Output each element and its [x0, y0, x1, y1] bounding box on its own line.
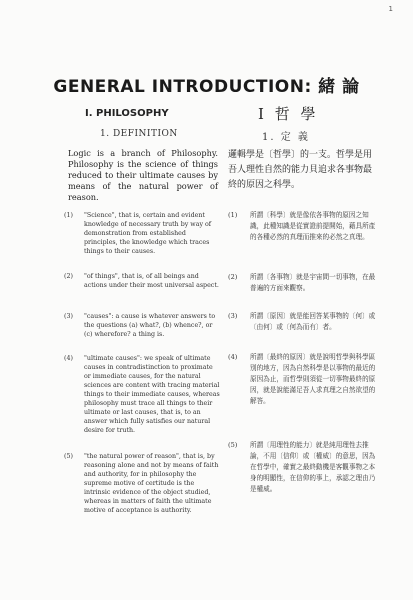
note-number: (2) — [228, 273, 238, 281]
note-text: "of things", that is, of all beings and actions under their most universal aspect. — [84, 273, 219, 289]
note-english-5 — [64, 452, 220, 515]
note-english-3 — [64, 312, 220, 339]
note-number: (5) — [228, 441, 238, 449]
note-text: "causes": a cause is whatever answers to the questions (a) what?, (b) whence?, or (c) wherefore? a thing is. — [84, 313, 216, 338]
page-title: GENERAL INTRODUCTION: 緒 論 — [53, 77, 360, 97]
section-heading-english: I. PHILOSOPHY — [85, 108, 169, 119]
note-number: (1) — [228, 211, 238, 219]
note-text: "Science", that is, certain and evident knowledge of necessary truth by way of demonstration from established principles, the knowledge which traces things to their causes. — [84, 212, 212, 255]
section-heading-chinese: I 哲 學 — [258, 105, 319, 123]
page-number: 1 — [388, 5, 393, 13]
note-chinese-2 — [228, 272, 380, 294]
note-number: (2) — [64, 273, 73, 280]
note-english-4 — [64, 354, 220, 435]
note-chinese-4 — [228, 352, 380, 407]
note-text: 所謂〔原因〕就是能回答某事物的〔何〕或〔由何〕或〔何為而有〕者。 — [250, 312, 376, 331]
note-number: (4) — [64, 355, 73, 362]
note-text: "ultimate causes": we speak of ultimate causes in contradistinction to proximate or immediate causes, for the natural sciences are content with tracing material things to their immediate causes, whereas philosophy must trace all things to their ultimate or last causes, that is, to an answer which fully satisfies our natural desire for truth. — [84, 355, 220, 434]
note-chinese-5 — [228, 440, 380, 495]
note-text: 所謂〔用理性的能力〕就是純用理性去推論，不用〔信仰〕或〔權威〕的意思，因為在哲學中，確實之最終動機是客觀事物之本身的明顯性，在信仰的事上，承認之理由乃是權威。 — [250, 441, 376, 493]
subsection-heading-chinese: 1. 定 義 — [262, 132, 310, 143]
intro-paragraph-chinese: 邏輯學是〔哲學〕的一支。哲學是用吾人理性自然的能力貝追求各事物最終的原因之科學。 — [228, 150, 373, 190]
note-text: 所謂〔最終的原因〕就是說明哲學與科學區別的地方，因為自然科學是以事物的最近的原因為止，而哲學則須從一切事物最終的原因，就是說能滿足吾人求真理之自然欲望的解答。 — [250, 353, 376, 405]
note-english-2 — [64, 272, 220, 290]
intro-paragraph-english: Logic is a branch of Philosophy. Philosophy is the science of things reduced to their ultimate causes by means of the natural power of reason. — [68, 148, 218, 202]
note-text: 所謂〔各事物〕就是宇宙間一切事物，在最普遍的方面來觀察。 — [250, 273, 376, 292]
note-text: "the natural power of reason", that is, by reasoning alone and not by means of faith and authority, for in philosophy the supreme motive of certitude is the intrinsic evidence of the object studied, whereas in matters of faith the ultimate motive of acceptance is authority. — [84, 453, 219, 514]
note-chinese-1 — [228, 210, 380, 243]
note-english-1 — [64, 211, 220, 256]
note-number: (3) — [64, 313, 73, 320]
note-number: (1) — [64, 212, 73, 219]
note-number: (3) — [228, 312, 238, 320]
note-text: 所謂〔科學〕就是像依各事物的原因之知識，此種知識是從實證前提開始，藉具所產的各種必然的真理而推來的必然之真理。 — [250, 211, 376, 241]
subsection-heading-english: 1. DEFINITION — [100, 129, 178, 139]
note-number: (5) — [64, 453, 73, 460]
note-chinese-3 — [228, 311, 380, 333]
note-number: (4) — [228, 353, 238, 361]
